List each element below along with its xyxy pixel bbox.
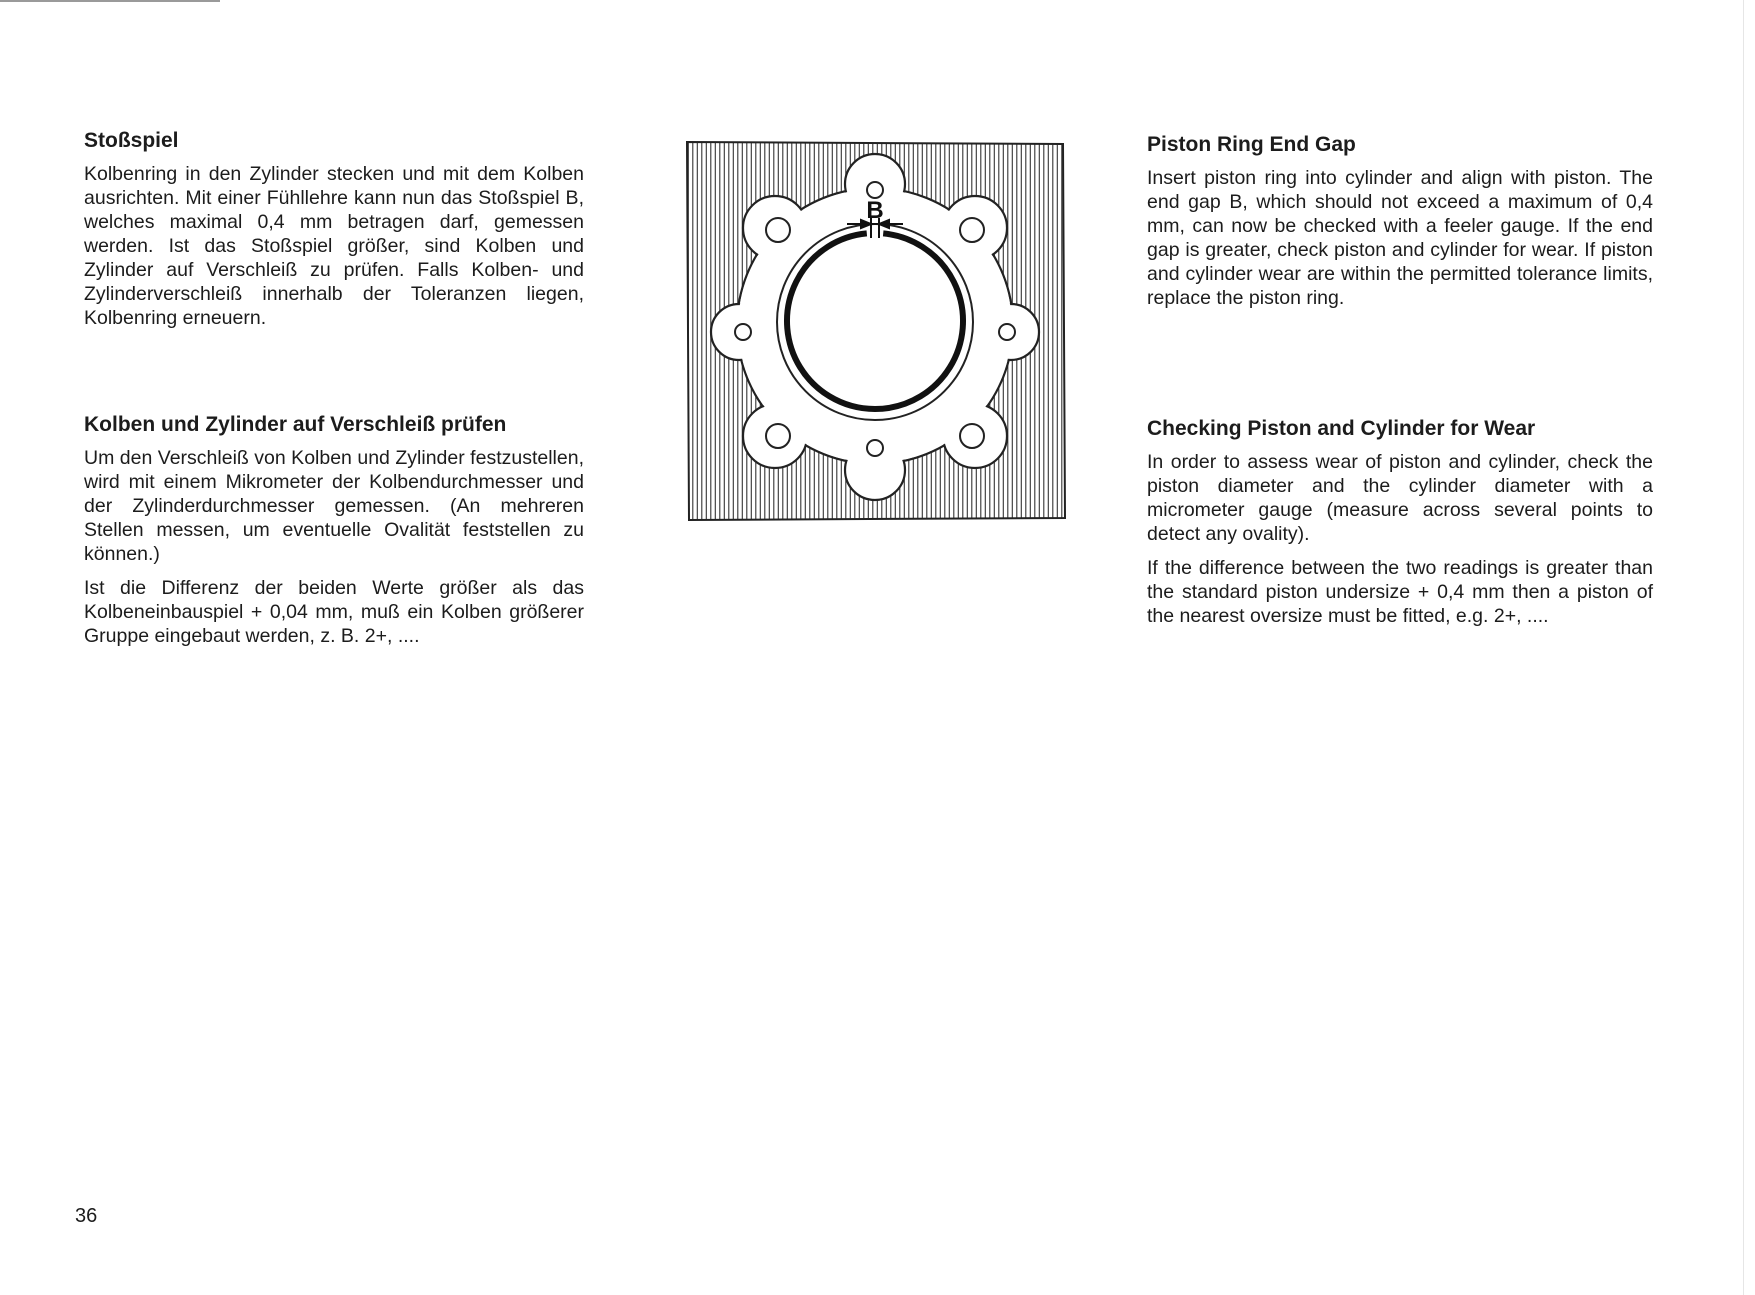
german-column: [84, 128, 584, 647]
section-kolben-verschleiss: [84, 412, 584, 648]
heading-piston-ring-end-gap: Piston Ring End Gap: [1147, 133, 1356, 156]
cylinder-bore: [777, 224, 973, 420]
english-column: [1147, 132, 1653, 627]
heading-kolben-verschleiss: Kolben und Zylinder auf Verschleiß prüfen: [84, 413, 507, 436]
gasket-illustration: [683, 138, 1067, 522]
paragraph-checking-wear-1: In order to assess wear of piston and cylinder, check the piston diameter and the cylinder diameter with a micrometer gauge (measure across several points to detect any ovality).: [1147, 451, 1653, 545]
page-number: 36: [75, 1205, 98, 1227]
paragraph-stossspiel: Kolbenring in den Zylinder stecken und mit dem Kolben ausrichten. Mit einer Fühllehre kann nun das Stoßspiel B, welches maximal 0,4 mm betragen darf, gemessen werden. Ist das Stoßspiel größer, sind Kolben und Zylinder auf Verschleiß zu prüfen. Falls Kolben- und Zylinderverschleiß innerhalb der Toleranzen liegen, Kolbenring erneuern.: [84, 163, 584, 329]
paragraph-kolben-verschleiss-1: Um den Verschleiß von Kolben und Zylinder festzustellen, wird mit einem Mikrometer der Kolbendurchmesser und der Zylinderdurchmesser gemessen. (An mehreren Stellen messen, um eventuelle Ovalität feststellen zu können.): [84, 447, 584, 565]
page-edge: [1743, 0, 1744, 1295]
cylinder-head-gasket-figure: [683, 138, 1067, 522]
paragraph-checking-wear-2: If the difference between the two readings is greater than the standard piston undersize + 0,4 mm then a piston of the nearest oversize must be fitted, e.g. 2+, ....: [1147, 557, 1653, 627]
section-piston-ring-end-gap: [1147, 132, 1653, 310]
heading-stossspiel: Stoßspiel: [84, 129, 179, 152]
section-checking-wear: [1147, 416, 1653, 628]
end-gap-label: B: [866, 197, 884, 224]
top-rule: [0, 0, 220, 2]
section-stossspiel: [84, 128, 584, 330]
paragraph-piston-ring-end-gap: Insert piston ring into cylinder and align with piston. The end gap B, which should not exceed a maximum of 0,4 mm, can now be checked with a feeler gauge. If the end gap is greater, check piston and cylinder for wear. If piston and cylinder wear are within the permitted tolerance limits, replace the piston ring.: [1147, 167, 1653, 309]
paragraph-kolben-verschleiss-2: Ist die Differenz der beiden Werte größer als das Kolbeneinbauspiel + 0,04 mm, muß ein Kolben größerer Gruppe eingebaut werden, z. B. 2+, ....: [84, 577, 584, 647]
heading-checking-wear: Checking Piston and Cylinder for Wear: [1147, 417, 1536, 440]
